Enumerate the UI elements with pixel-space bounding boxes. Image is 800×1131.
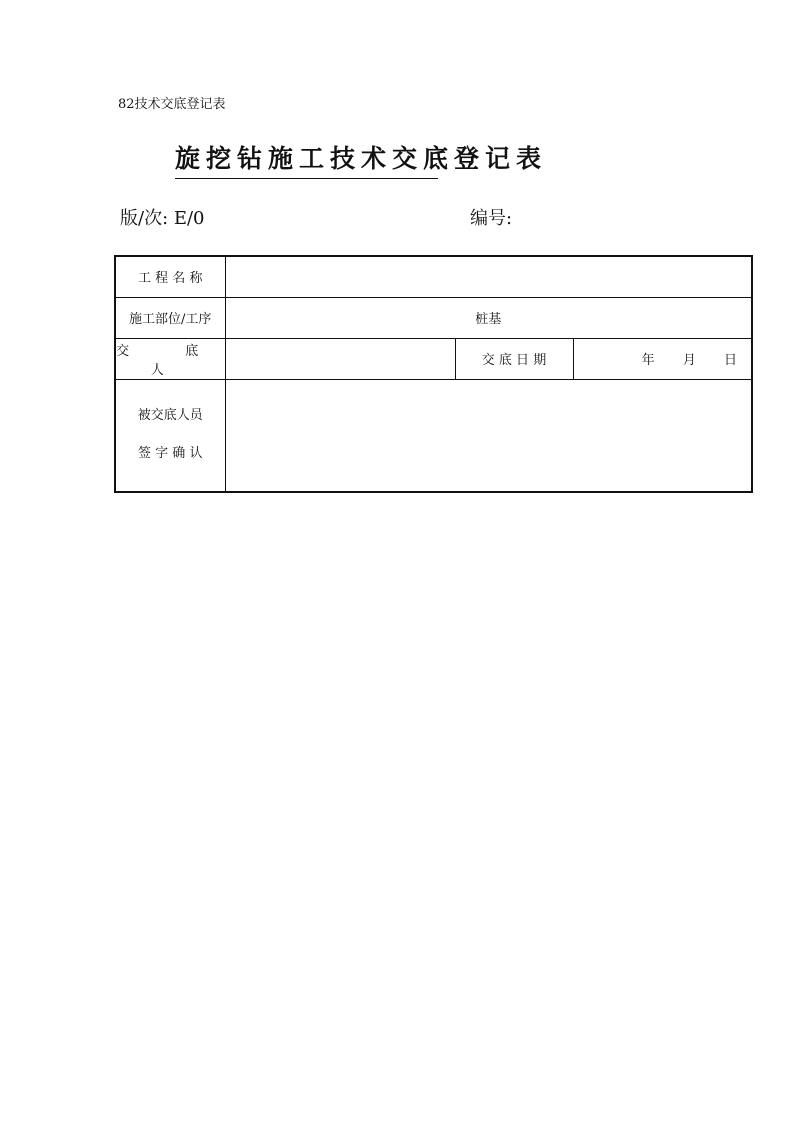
construction-part-value[interactable]: 桩基 bbox=[225, 297, 752, 338]
presenter-value[interactable] bbox=[225, 338, 455, 379]
title-underline bbox=[175, 178, 438, 179]
presentation-date-label: 交 底 日 期 bbox=[455, 338, 573, 379]
presenter-label: 交 底 人 bbox=[115, 338, 225, 379]
recipients-signature-area[interactable] bbox=[225, 379, 752, 492]
recipients-row bbox=[115, 379, 752, 492]
date-month-label: 月 bbox=[682, 353, 696, 368]
register-table bbox=[114, 255, 753, 493]
recipients-label-line1: 被交底人员 bbox=[137, 408, 203, 424]
project-name-row bbox=[115, 256, 752, 297]
page-title: 旋挖钻施工技术交底登记表 bbox=[175, 144, 548, 173]
project-name-value[interactable] bbox=[225, 256, 752, 297]
presenter-row bbox=[115, 338, 752, 379]
recipients-label bbox=[115, 379, 225, 492]
construction-part-label: 施工部位/工序 bbox=[115, 297, 225, 338]
recipients-label-line2: 签 字 确 认 bbox=[138, 446, 203, 462]
serial-number-field: 编号: bbox=[470, 208, 513, 229]
date-day-label: 日 bbox=[723, 353, 737, 368]
construction-part-row bbox=[115, 297, 752, 338]
presentation-date-value[interactable] bbox=[573, 338, 752, 379]
version-field: 版/次: E/0 bbox=[120, 208, 205, 229]
date-year-label: 年 bbox=[641, 353, 655, 368]
document-number-label: 82技术交底登记表 bbox=[118, 97, 226, 112]
project-name-label: 工 程 名 称 bbox=[115, 256, 225, 297]
